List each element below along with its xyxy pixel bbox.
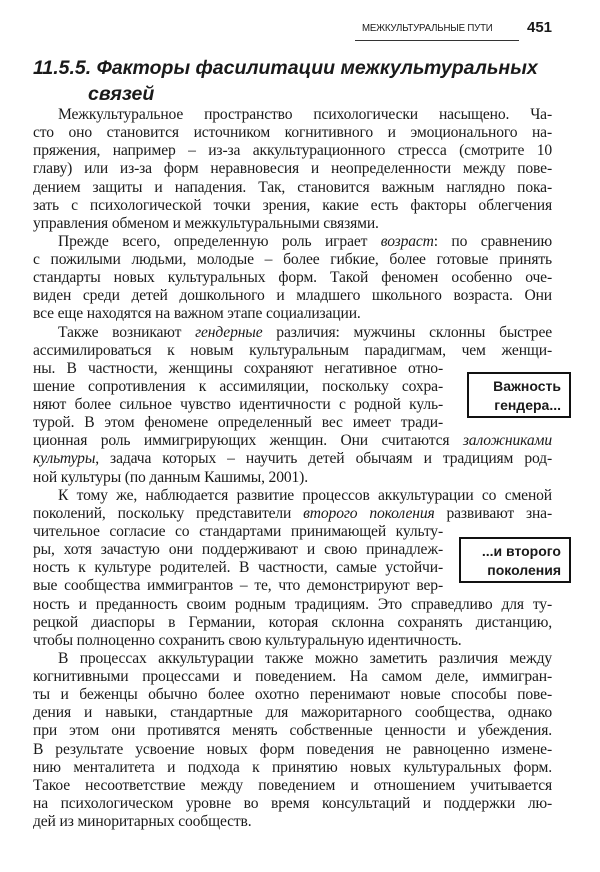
text-segment: с пожилыми людьми, молодые – более гибкие, более готовые принять xyxy=(33,251,552,269)
text-line xyxy=(58,233,552,251)
text-segment: ны. В частности, женщины сохраняют негативное отно- xyxy=(33,359,443,377)
text-segment: когнитивными процессами и поведением. На самом деле, иммигран- xyxy=(33,668,552,686)
margin-note-line: Важность xyxy=(493,378,561,394)
text-line xyxy=(33,450,552,468)
text-segment: шение сопротивления к ассимиляции, поскольку сохра- xyxy=(33,377,443,395)
text-line xyxy=(33,142,552,160)
text-line xyxy=(33,197,552,215)
text-line xyxy=(33,396,443,414)
emphasis-text: культуры xyxy=(33,450,96,468)
section-title-continued: связей xyxy=(88,83,155,105)
margin-note-gender xyxy=(467,372,571,418)
text-segment: сто оно становится источником когнитивного и эмоционального на- xyxy=(33,124,552,142)
text-line xyxy=(58,487,552,505)
text-segment: К тому же, наблюдается развитие процессов аккультурации со сменой xyxy=(58,486,552,504)
text-line xyxy=(33,469,552,487)
text-segment: В процессах аккультурации также можно заметить различия между xyxy=(58,649,552,667)
text-segment: поколений, поскольку представители xyxy=(33,504,304,522)
text-line xyxy=(33,251,552,269)
text-line xyxy=(33,523,443,541)
text-line xyxy=(33,378,443,396)
text-segment: Также возникают xyxy=(58,323,196,341)
text-line xyxy=(33,541,443,559)
text-segment: , задача которых – научить детей обычаям и традициям род- xyxy=(95,450,552,468)
text-line xyxy=(33,632,552,650)
text-line xyxy=(33,704,552,722)
text-segment: главу) или из-за форм неравновесия и неопределенности между пове- xyxy=(33,160,552,178)
text-segment: ционная роль иммигрирующих женщин. Они считаются xyxy=(33,432,463,450)
text-segment: няют более сильное чувство идентичности с родной куль- xyxy=(33,396,443,414)
text-line xyxy=(33,741,552,759)
emphasis-text: возраст xyxy=(380,232,434,250)
emphasis-text: заложниками xyxy=(462,432,552,450)
text-line xyxy=(33,614,552,632)
text-segment: дей из миноритарных сообществ. xyxy=(33,813,252,831)
text-line xyxy=(33,414,443,432)
text-segment: ной культуры (по данным Кашимы, 2001). xyxy=(33,468,308,486)
text-segment: зать с психологической точки зрения, какие есть факторы облегчения xyxy=(33,196,552,214)
margin-note-line: ...и второго xyxy=(481,543,561,559)
text-line xyxy=(33,777,552,795)
text-segment: управления обменом и межкультуральными связями. xyxy=(33,214,379,232)
emphasis-text: гендерные xyxy=(195,323,263,341)
text-segment: ры, хотя зачастую они поддерживают и свою принадлеж- xyxy=(33,541,443,559)
text-line xyxy=(33,559,443,577)
margin-note-second-generation xyxy=(459,537,571,583)
text-segment: стандарты новых культуральных форм. Такой феномен особенно оче- xyxy=(33,269,552,287)
text-line xyxy=(33,269,552,287)
text-line xyxy=(58,324,552,342)
text-line xyxy=(33,722,552,740)
text-line xyxy=(33,179,552,197)
text-segment: Такое несоответствие между поведением и отношением учитывается xyxy=(33,776,552,794)
margin-note-line: поколения xyxy=(487,562,561,578)
text-segment: ты и беженцы обычно более охотно перенимают новые способы пове- xyxy=(33,686,552,704)
text-segment: рецкой диаспоры в Германии, которая склонна сохранять дистанцию, xyxy=(33,613,552,631)
text-segment: В результате усвоение новых форм поведения не равноценно измене- xyxy=(33,740,552,758)
text-line xyxy=(33,305,552,323)
text-line xyxy=(33,432,552,450)
text-segment: дением защиты и нападения. Так, становится важным наглядно пока- xyxy=(33,178,552,196)
header-rule xyxy=(355,40,519,41)
text-line xyxy=(33,215,552,233)
text-line xyxy=(33,686,552,704)
text-segment: пряжения, например – из-за аккультурационного стресса (смотрите 10 xyxy=(33,142,552,160)
text-segment: все еще находятся на важном этапе социализации. xyxy=(33,305,361,323)
text-line xyxy=(33,505,552,523)
text-segment: на психологическом уровне во время консультаций и поддержки лю- xyxy=(33,794,552,812)
text-line xyxy=(33,759,552,777)
text-segment: Межкультуральное пространство психологически насыщено. Ча- xyxy=(58,106,552,123)
text-line xyxy=(33,577,443,595)
text-segment: развивают зна- xyxy=(434,504,552,522)
text-segment: Прежде всего, определенную роль играет xyxy=(58,232,381,250)
text-line xyxy=(33,596,552,614)
section-title: 11.5.5. Факторы фасилитации межкультуральных xyxy=(33,57,538,79)
emphasis-text: второго поколения xyxy=(303,504,435,522)
text-line xyxy=(58,106,552,124)
running-title: МЕЖКУЛЬТУРАЛЬНЫЕ ПУТИ xyxy=(362,22,493,34)
text-segment: : по сравнению xyxy=(433,232,553,250)
text-line xyxy=(33,124,552,142)
text-line xyxy=(33,287,552,305)
text-line xyxy=(58,650,552,668)
page-number: 451 xyxy=(527,19,553,36)
text-segment: чительное согласие со стандартами принимающей культу- xyxy=(33,522,443,540)
text-segment: чтобы полноценно сохранить свою культуральную идентичность. xyxy=(33,631,462,649)
text-segment: ность и преданность своим родным традициям. Это справедливо для ту- xyxy=(33,595,552,613)
text-segment: ность к культуре родителей. В частности, самые устойчи- xyxy=(33,559,443,577)
text-segment: ассимилироваться к новым культуральным парадигмам, чем женщи- xyxy=(33,341,552,359)
text-line xyxy=(33,342,552,360)
text-line xyxy=(33,813,552,831)
text-segment: нию менталитета и подхода к принятию новых культуральных форм. xyxy=(33,758,552,776)
text-segment: дения и навыки, стандартные для мажоритарного сообщества, однако xyxy=(33,704,552,722)
text-line xyxy=(33,160,552,178)
text-line xyxy=(33,668,552,686)
text-segment: различия: мужчины склонны быстрее xyxy=(262,323,552,341)
text-segment: турой. В этом феномене определенный вес имеет тради- xyxy=(33,414,443,432)
text-line xyxy=(33,795,552,813)
text-segment: вые сообщества иммигрантов – те, что демонстрируют вер- xyxy=(33,577,443,595)
text-segment: при этом они противятся менять собственные ценности и убеждения. xyxy=(33,722,552,740)
text-line xyxy=(33,360,443,378)
text-segment: виден среди детей дошкольного и младшего школьного возраста. Они xyxy=(33,287,552,305)
margin-note-line: гендера... xyxy=(494,397,561,413)
